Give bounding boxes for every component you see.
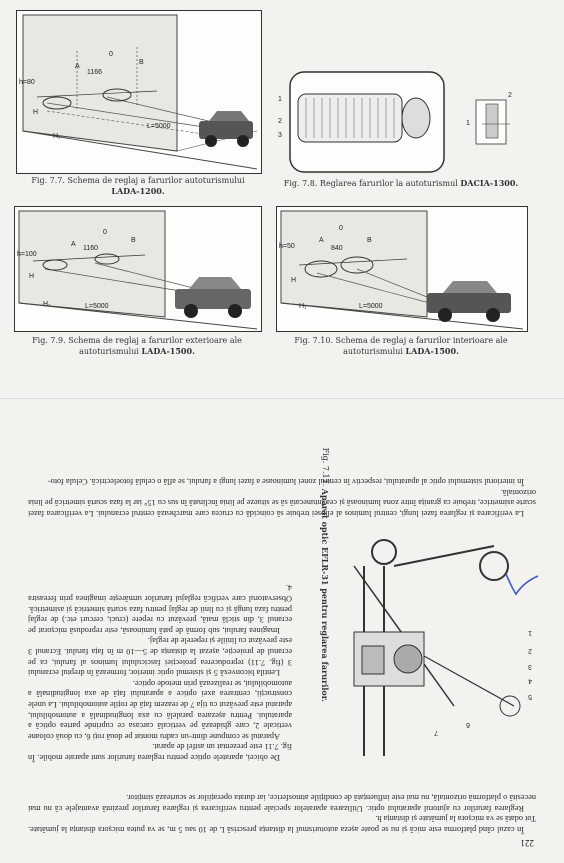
headlight-aim-diagram	[15, 207, 261, 331]
paragraph: În interiorul sistemului optic al aparatului, respectiv în centrul zonei luminoase a fazei lungi a farului, se află o celulă fotoelectrică. Celula foto-	[47, 477, 524, 487]
paragraph: Reglarea farurilor cu ajutorul aparatului optic. Utilizarea aparatelor speciale pentru verificarea și reglarea farurilor prezintă avantajele că nu mai necesită o platformă orizontală, nu mai este influențată de condițiile atmosferice, iar durata operațiilor se scurtează simțitor.	[28, 793, 536, 813]
label-h: h=100	[17, 251, 37, 258]
label-h: h=80	[19, 79, 35, 86]
label-5: 5	[528, 693, 532, 700]
paragraph: Aparatul se compune dintr-un cadru montat pe două roți 6, cu două coloane verticale 2, care ghidează pe verticală carcasa ce cuprinde partea optică a aparatului. Pentru așezarea paralelă cu axa longitudinală a automobilului, aparatul este prevăzut cu tija 7 de reazem față de roțile automobilului. La unele construcții, centrarea axei optice a aparatului față de axa longitudinală a automobilului, se realizează prin metode optice.	[28, 678, 292, 741]
caption-fig-7-10: Fig. 7.10. Schema de reglaj a farurilor interioare ale autoturismului LADA-1500.	[294, 336, 508, 356]
pen-check-mark	[502, 568, 542, 598]
figure-7-10	[276, 206, 528, 332]
label-a: A	[319, 237, 324, 244]
label-3: 3	[278, 132, 282, 139]
label-h1: H₁	[53, 133, 61, 140]
caption-fig-7-11: Fig. 7.11. Aparat optic EFLR-31 pentru reglarea farurilor.	[320, 447, 330, 702]
text-column-right	[28, 582, 292, 762]
label-l: L=5000	[85, 303, 109, 310]
label-r2: 2	[508, 92, 512, 99]
label-o: 0	[109, 51, 113, 58]
text-column-full	[28, 792, 536, 834]
label-3: 3	[528, 663, 532, 670]
label-a: A	[75, 63, 80, 70]
rotated-page-lower	[22, 420, 542, 852]
label-h1: H₁	[299, 303, 307, 310]
caption-fig-7-7: Fig. 7.7. Schema de reglaj a farurilor autoturismului LADA-1200.	[31, 176, 245, 196]
headlight-aim-diagram	[17, 11, 261, 173]
text-column-bottom	[28, 476, 536, 518]
label-a: A	[71, 241, 76, 248]
paragraph: De obicei, aparatele optice pentru reglarea farurilor sunt aparate mobile. În fig. 7.11 este prezentat un astfel de aparat.	[28, 742, 292, 762]
figure-7-8	[276, 70, 526, 174]
label-distance: 1160	[83, 245, 99, 252]
label-distance: 840	[331, 245, 343, 252]
label-h-upper: H	[291, 277, 297, 284]
label-r1: 1	[466, 120, 470, 127]
figure-7-7	[16, 10, 262, 174]
label-b: B	[139, 59, 144, 66]
paragraph: La verificarea și reglarea fazei lungi, centrul luminos al elipsei trebuie să coincidă cu crucea care marchează centrul ecranului. La verificarea fazei scurte asimetrice, trebuie ca granița între zona luminoasă și cea întunecată să se situeze pe linia înclinată în sus cu 15° iar la faza scurtă simetrică pe linia orizontală.	[28, 487, 536, 518]
label-h-upper: H	[33, 109, 39, 116]
label-2: 2	[278, 118, 282, 125]
paragraph: Lentila biconvexă 5 și sistemul optic interior, formează în dreptul ecranului 3 (fig. 7.11) reproducerea proiecției fasciculului luminos al farului, ca pe ecranul de proiecție, așezat la distanța de 5—10 m în fața farului. Ecranul 3 este prevăzut cu liniile și reperele de reglaj.	[28, 636, 292, 678]
page-number: 221	[520, 838, 534, 848]
label-l: L=5000	[147, 123, 171, 130]
figure-7-9	[14, 206, 262, 332]
label-b: B	[131, 237, 136, 244]
paragraph: Imaginea farului, sub formă de pată luminoasă, este reprodusă micșorat pe ecranul 3, din sticlă mată, prevăzut cu repere (cruci, cercuri etc.) de reglaj pentru faza lungă și cu linii de reglaj pentru faza scurtă simetrică și asimetrică. Observatorul care verifică reglajul farurilor urmărește imaginea prin fereastra 4.	[28, 583, 292, 635]
label-b: B	[367, 237, 372, 244]
label-7: 7	[434, 729, 438, 736]
label-1: 1	[528, 629, 532, 636]
label-o: 0	[339, 225, 343, 232]
label-6: 6	[466, 721, 470, 728]
label-distance: 1166	[87, 69, 103, 76]
headlight-aim-diagram	[277, 207, 527, 331]
label-2: 2	[528, 647, 532, 654]
caption-fig-7-8: Fig. 7.8. Reglarea farurilor la autoturismul DACIA-1300.	[283, 178, 519, 188]
label-h-upper: H	[29, 273, 35, 280]
dacia-headlight-diagram	[276, 70, 526, 174]
label-l: L=5000	[359, 303, 383, 310]
page-divider	[0, 398, 564, 399]
caption-fig-7-9: Fig. 7.9. Schema de reglaj a farurilor exterioare ale autoturismului LADA-1500.	[32, 336, 242, 356]
label-h1: H₁	[43, 301, 51, 308]
label-o: 0	[103, 229, 107, 236]
label-4: 4	[528, 677, 532, 684]
label-1: 1	[278, 96, 282, 103]
label-h: h=50	[279, 243, 295, 250]
paragraph: În cazul când platforma este mică și nu se poate așeza autoturismul la distanța prescrisă L de 10 sau 5 m, se va putea micșora distanța la jumătate. Tot odată se va micșora la jumătate și distanța h.	[28, 814, 536, 834]
